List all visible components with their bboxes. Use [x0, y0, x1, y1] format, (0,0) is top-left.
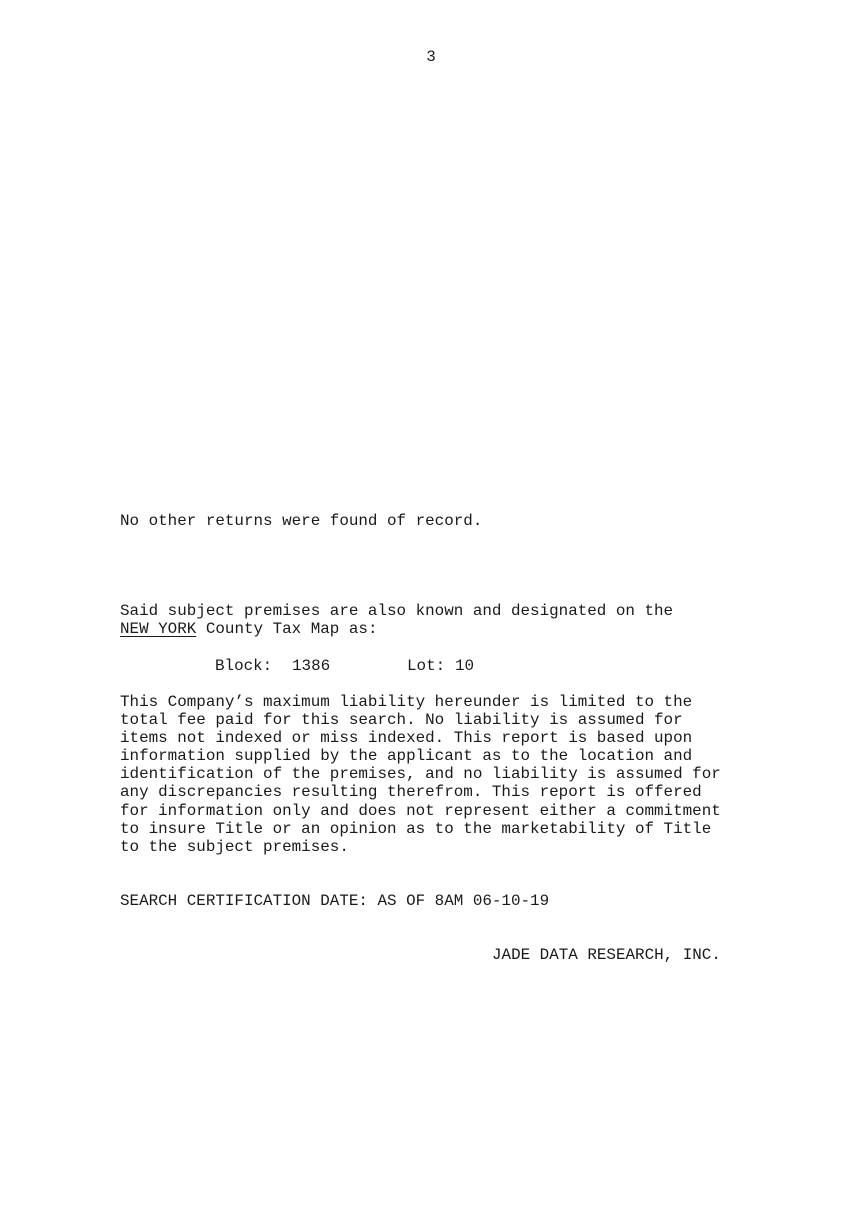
no-returns-statement: No other returns were found of record. [120, 512, 483, 530]
tax-map-line-1: Said subject premises are also known and designated on the [120, 602, 674, 620]
liability-line: This Company’s maximum liability hereunder is limited to the [120, 693, 693, 711]
liability-line: total fee paid for this search. No liability is assumed for [120, 711, 683, 730]
liability-line: for information only and does not represent either a commitment [120, 801, 721, 820]
county-name: NEW YORK [120, 620, 197, 638]
lot-label: Lot: [407, 657, 446, 675]
liability-line: information supplied by the applicant as to the location and [120, 747, 693, 766]
company-name: JADE DATA RESEARCH, INC. [492, 946, 721, 964]
tax-map-line-2-rest: County Tax Map as: [196, 620, 378, 638]
block-value: 1386 [292, 657, 331, 675]
liability-line: to the subject premises. [120, 837, 349, 856]
liability-line: to insure Title or an opinion as to the marketability of Title [120, 819, 712, 838]
search-certification-date: SEARCH CERTIFICATION DATE: AS OF 8AM 06-10-19 [120, 892, 550, 910]
liability-line: identification of the premises, and no liability is assumed for [120, 765, 721, 784]
lot-value: 10 [455, 657, 475, 675]
tax-map-line-2 [120, 620, 377, 638]
liability-line: any discrepancies resulting therefrom. This report is offered [120, 783, 702, 802]
liability-line: items not indexed or miss indexed. This report is based upon [120, 729, 693, 748]
block-label: Block: [215, 657, 273, 675]
liability-paragraph [120, 693, 760, 856]
page-number: 3 [426, 48, 436, 66]
